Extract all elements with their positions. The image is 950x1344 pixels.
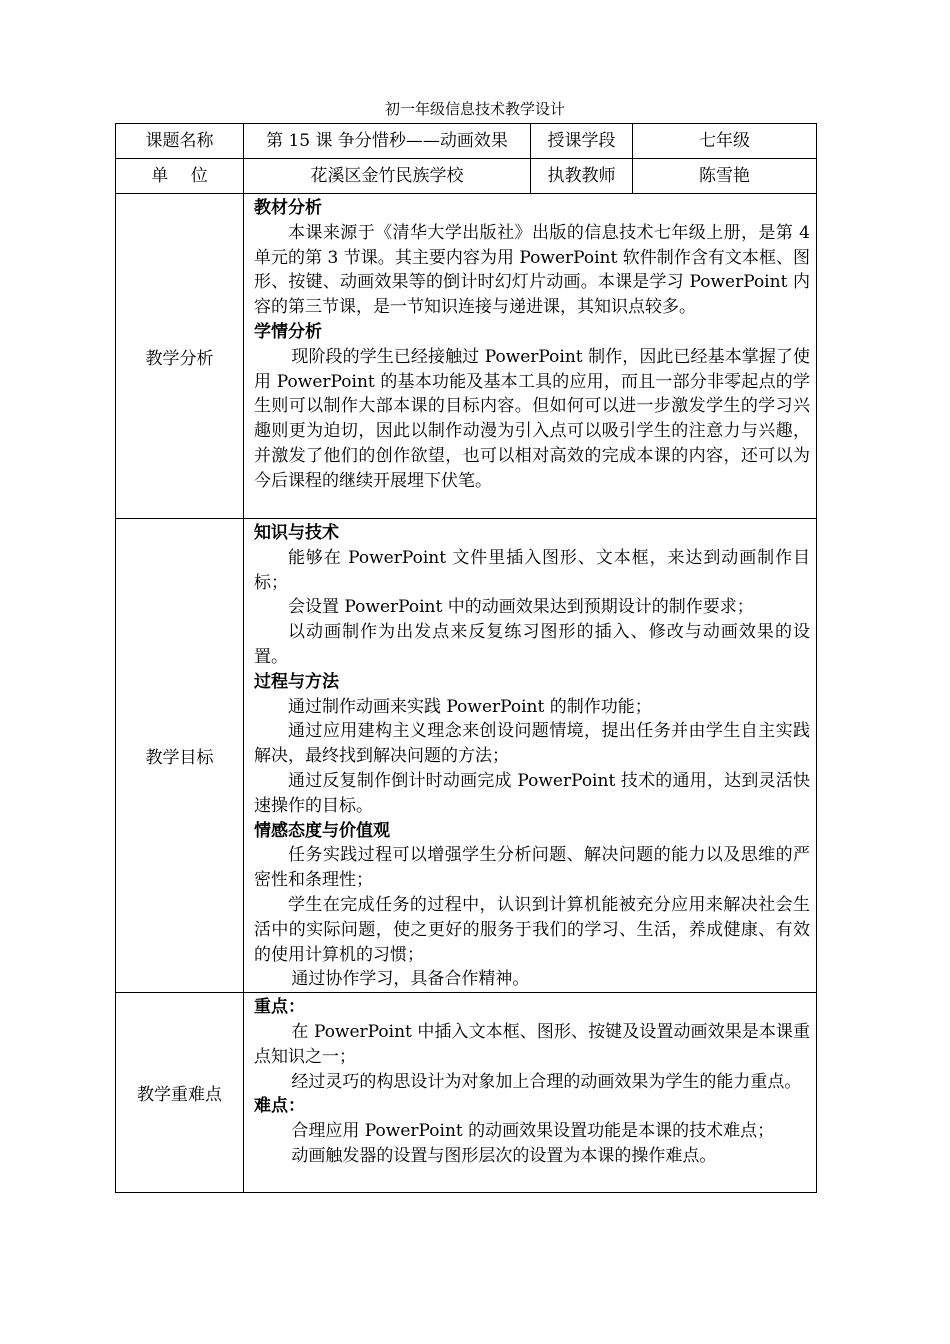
key-item-1: 在 PowerPoint 中插入文本框、图形、按键及设置动画效果是本课重点知识之一；: [254, 1021, 810, 1067]
teacher-value: 陈雪艳: [633, 159, 817, 194]
knowledge-heading: 知识与技术: [254, 523, 339, 543]
process-item-2: 通过应用建构主义理念来创设问题情境，提出任务并由学生自主实践解决，最终找到解决问题的方法；: [254, 721, 810, 767]
attitude-item-2: 学生在完成任务的过程中，认识到计算机能被充分应用来解决社会生活中的实际问题，使之更好的服务于我们的学习、生活，养成健康、有效的使用计算机的习惯；: [254, 894, 810, 965]
difficulty-heading: 难点：: [254, 1096, 305, 1117]
teacher-label: 执教教师: [531, 159, 633, 194]
textbook-analysis-text: 本课来源于《清华大学出版社》出版的信息技术七年级上册，是第 4 单元的第 3 节课。其主要内容为用 PowerPoint 软件制作含有文本框、图形、按键、动画效果等的倒计时幻灯片动画。本课是学习 PowerPoint 内容的第三节课，是一节知识连接与递进课，其知识点较多。: [254, 222, 810, 318]
document-title: 初一年级信息技术教学设计: [384, 100, 565, 118]
attitude-item-3: 通过协作学习，具备合作精神。: [291, 969, 530, 990]
difficulty-item-1: 合理应用 PowerPoint 的动画效果设置功能是本课的技术难点；: [291, 1121, 775, 1142]
analysis-content: [244, 194, 817, 519]
analysis-label: 教学分析: [116, 194, 244, 519]
textbook-analysis-heading: 教材分析: [254, 198, 322, 218]
unit-label: 单 位: [116, 159, 244, 194]
process-item-3: 通过反复制作倒计时动画完成 PowerPoint 技术的通用，达到灵活快速操作的目标。: [254, 770, 810, 816]
topic-value: 第 15 课 争分惜秒——动画效果: [244, 124, 531, 159]
attitude-item-1: 任务实践过程可以增强学生分析问题、解决问题的能力以及思维的严密性和条理性；: [254, 845, 810, 891]
goals-row: [116, 519, 817, 993]
keypoints-row: [116, 993, 817, 1193]
goals-label: 教学目标: [116, 519, 244, 993]
topic-label: 课题名称: [116, 124, 244, 159]
student-analysis-heading: 学情分析: [254, 321, 322, 342]
process-item-1: 通过制作动画来实践 PowerPoint 的制作功能；: [288, 696, 652, 717]
knowledge-item-1: 能够在 PowerPoint 文件里插入图形、文本框，来达到动画制作目标；: [254, 547, 810, 593]
keypoints-content: [244, 993, 817, 1193]
unit-value: 花溪区金竹民族学校: [244, 159, 531, 194]
keypoints-label: 教学重难点: [116, 993, 244, 1193]
analysis-row: [116, 194, 817, 519]
student-analysis-text: 现阶段的学生已经接触过 PowerPoint 制作，因此已经基本掌握了使用 PowerPoint 的基本功能及基本工具的应用，而且一部分非零起点的学生则可以制作大部本课的目标内容。但如何可以进一步激发学生的学习兴趣则更为迫切，因此以制作动漫为引入点可以吸引学生的注意力与兴趣，并激发了他们的创作欲望，也可以相对高效的完成本课的内容，还可以为今后课程的继续开展埋下伏笔。: [254, 346, 810, 491]
grade-label: 授课学段: [531, 124, 633, 159]
grade-value: 七年级: [633, 124, 817, 159]
key-heading: 重点：: [254, 997, 305, 1018]
goals-content: [244, 519, 817, 993]
lesson-plan-table: [115, 123, 817, 1193]
attitude-heading: 情感态度与价值观: [254, 820, 390, 841]
knowledge-item-2: 会设置 PowerPoint 中的动画效果达到预期设计的制作要求；: [288, 597, 754, 618]
process-heading: 过程与方法: [254, 671, 339, 692]
header-row-unit: [116, 159, 817, 194]
knowledge-item-3: 以动画制作为出发点来反复练习图形的插入、修改与动画效果的设置。: [254, 622, 810, 667]
difficulty-item-2: 动画触发器的设置与图形层次的设置为本课的操作难点。: [291, 1145, 717, 1166]
key-item-2: 经过灵巧的构思设计为对象加上合理的动画效果为学生的能力重点。: [291, 1071, 802, 1092]
header-row-topic: [116, 124, 817, 159]
